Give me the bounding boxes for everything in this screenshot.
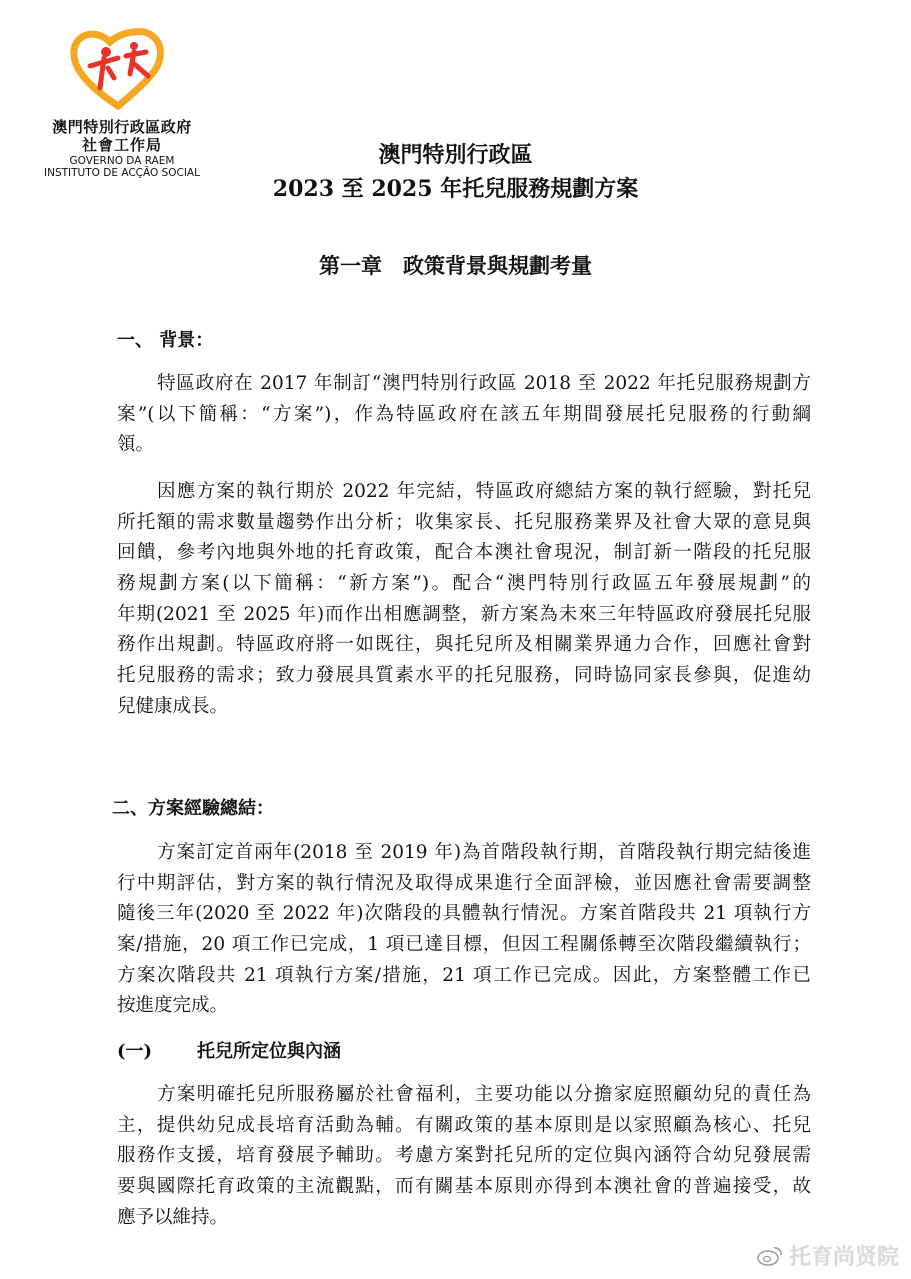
paragraph — [117, 369, 811, 461]
paragraph-line: 托兒服務的需求；致力發展具質素水平的托兒服務，同時協同家長參與，促進幼 — [117, 665, 811, 687]
logo — [68, 28, 168, 114]
section-heading-background: 一、 背景： — [117, 330, 214, 351]
chapter-title: 第一章 政策背景與規劃考量 — [319, 253, 592, 278]
paragraph-line: 案/措施，20 項工作已完成，1 項已達目標，但因工程關係轉至次階段繼續執行； — [117, 934, 811, 956]
paragraph-line: 要與國際托育政策的主流觀點，而有關基本原則亦得到本澳社會的普遍接受，故 — [117, 1176, 811, 1198]
paragraph-line: 方案訂定首兩年(2018 至 2019 年)為首階段執行期，首階段執行期完結後進 — [157, 842, 811, 863]
paragraph-line: 服務作支援，培育發展予輔助。考慮方案對托兒所的定位與內涵符合幼兒發展需 — [117, 1145, 811, 1167]
weibo-icon — [757, 1245, 783, 1267]
paragraph-line: 務規劃方案(以下簡稱：“新方案”)。配合“澳門特別行政區五年發展規劃”的 — [117, 573, 811, 595]
paragraph-line: 案”(以下簡稱：“方案”)，作為特區政府在該五年期間發展托兒服務的行動綱 — [117, 403, 811, 425]
watermark-text: 托育尚贤院 — [788, 1245, 899, 1270]
paragraph-line: 因應方案的執行期於 2022 年完結，特區政府總結方案的執行經驗，對托兒 — [157, 481, 811, 502]
paragraph-line: 方案明確托兒所服務屬於社會福利，主要功能以分擔家庭照顧幼兒的責任為 — [157, 1084, 811, 1105]
paragraph-line: 回饋，參考內地與外地的托育政策，配合本澳社會現況，制訂新一階段的托兒服 — [117, 542, 811, 564]
logo-text-ias-pt: INSTITUTO DE ACÇÃO SOCIAL — [44, 167, 200, 179]
paragraph-line: 行中期評估，對方案的執行情況及取得成果進行全面評檢，並因應社會需要調整 — [117, 872, 811, 894]
paragraph-line: 領。 — [117, 434, 155, 456]
paragraph — [117, 1080, 811, 1233]
watermark — [757, 1240, 899, 1271]
paragraph-line: 務作出規劃。特區政府將一如既往，與托兒所及相關業界通力合作，回應社會對 — [117, 634, 811, 656]
paragraph-line: 應予以維持。 — [117, 1206, 229, 1228]
logo-text-gov-pt: GOVERNO DA RAEM — [69, 155, 175, 167]
logo-text-ias-zh: 社會工作局 — [81, 136, 162, 154]
subsection-number: (一) — [117, 1041, 153, 1062]
section-heading-summary: 二、方案經驗總結： — [112, 798, 274, 819]
doc-title-line2: 2023 至 2025 年托兒服務規劃方案 — [272, 176, 639, 202]
doc-title-line1: 澳門特別行政區 — [378, 142, 533, 168]
logo-text-gov-zh: 澳門特別行政區政府 — [52, 118, 192, 136]
paragraph — [117, 838, 811, 1022]
paragraph-line: 主，提供幼兒成長培育活動為輔。有關政策的基本原則是以家照顧為核心、托兒 — [117, 1114, 811, 1136]
subsection-heading: 托兒所定位與內涵 — [197, 1041, 341, 1062]
paragraph-line: 所托額的需求數量趨勢作出分析；收集家長、托兒服務業界及社會大眾的意見與 — [117, 511, 811, 533]
heart-logo-icon — [68, 28, 168, 110]
paragraph-line: 年期(2021 至 2025 年)而作出相應調整，新方案為未來三年特區政府發展托兒服 — [117, 603, 811, 625]
paragraph-line: 隨後三年(2020 至 2022 年)次階段的具體執行情況。方案首階段共 21 項執行方 — [117, 903, 811, 925]
paragraph-line: 方案次階段共 21 項執行方案/措施，21 項工作已完成。因此，方案整體工作已 — [117, 964, 811, 986]
paragraph — [117, 477, 811, 723]
paragraph-line: 兒健康成長。 — [117, 695, 229, 717]
paragraph-line: 按進度完成。 — [117, 995, 229, 1017]
paragraph-line: 特區政府在 2017 年制訂“澳門特別行政區 2018 至 2022 年托兒服務規劃方 — [157, 373, 811, 394]
